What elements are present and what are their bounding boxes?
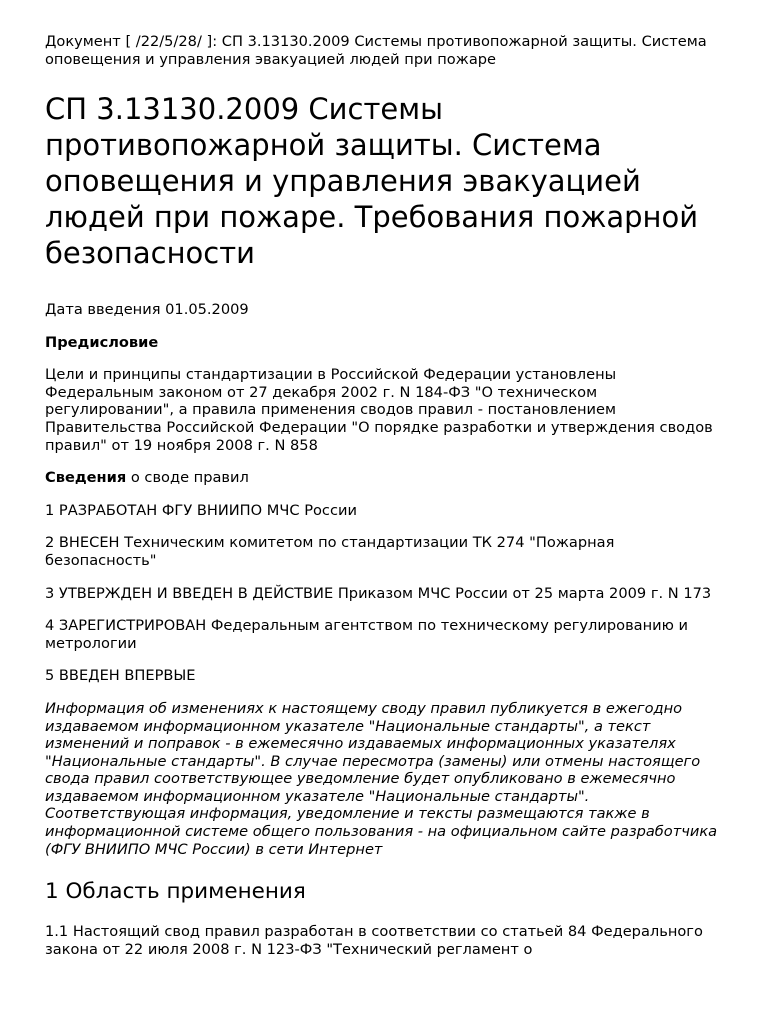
info-item-registered: 4 ЗАРЕГИСТРИРОВАН Федеральным агентством по техническому регулированию и метрологии [45,617,689,652]
page-title: СП 3.13130.2009 Системы противопожарной защиты. Система оповещения и управления эвакуацией людей при пожаре. Требования пожарной безопасности [45,92,699,270]
effective-date: Дата введения 01.05.2009 [45,301,249,318]
document-header: Документ [ /22/5/28/ ]: СП 3.13130.2009 Системы противопожарной защиты. Система оповещения и управления эвакуацией людей при пожаре [45,33,707,68]
section-1-text: 1.1 Настоящий свод правил разработан в соответствии со статьей 84 Федерального закона от 22 июля 2008 г. N 123-ФЗ "Технический регламент о [45,923,703,958]
info-heading [45,469,728,487]
info-heading-rest: о своде правил [126,469,249,487]
preface-heading: Предисловие [45,333,159,351]
changes-notice: Информация об изменениях к настоящему своду правил публикуется в ежегодно издаваемом информационном указателе "Национальные стандарты", а текст изменений и поправок - в ежемесячно издаваемых информационных указателях "Национальные стандарты". В случае пересмотра (замены) или отмены настоящего свода правил соответствующее уведомление будет опубликовано в ежемесячно издаваемом информационном указателе "Национальные стандарты". Соответствующая информация, уведомление и тексты размещаются также в информационной системе общего пользования - на официальном сайте разработчика (ФГУ ВНИИПО МЧС России) в сети Интернет [45,699,718,858]
info-item-approved: 3 УТВЕРЖДЕН И ВВЕДЕН В ДЕЙСТВИЕ Приказом МЧС России от 25 марта 2009 г. N 173 [45,584,712,602]
preface-text: Цели и принципы стандартизации в Российской Федерации установлены Федеральным законом от 27 декабря 2002 г. N 184-ФЗ "О техническом регулировании", а правила применения сводов правил - постановлением Правительства Российской Федерации "О порядке разработки и утверждения сводов правил" от 19 ноября 2008 г. N 858 [45,366,713,454]
info-item-developed: 1 РАЗРАБОТАН ФГУ ВНИИПО МЧС России [45,501,357,519]
section-1-title: 1 Область применения [45,879,306,905]
info-heading-bold: Сведения [45,469,127,487]
info-item-submitted: 2 ВНЕСЕН Техническим комитетом по стандартизации ТК 274 "Пожарная безопасность" [45,534,615,569]
info-item-introduced: 5 ВВЕДЕН ВПЕРВЫЕ [45,667,196,685]
